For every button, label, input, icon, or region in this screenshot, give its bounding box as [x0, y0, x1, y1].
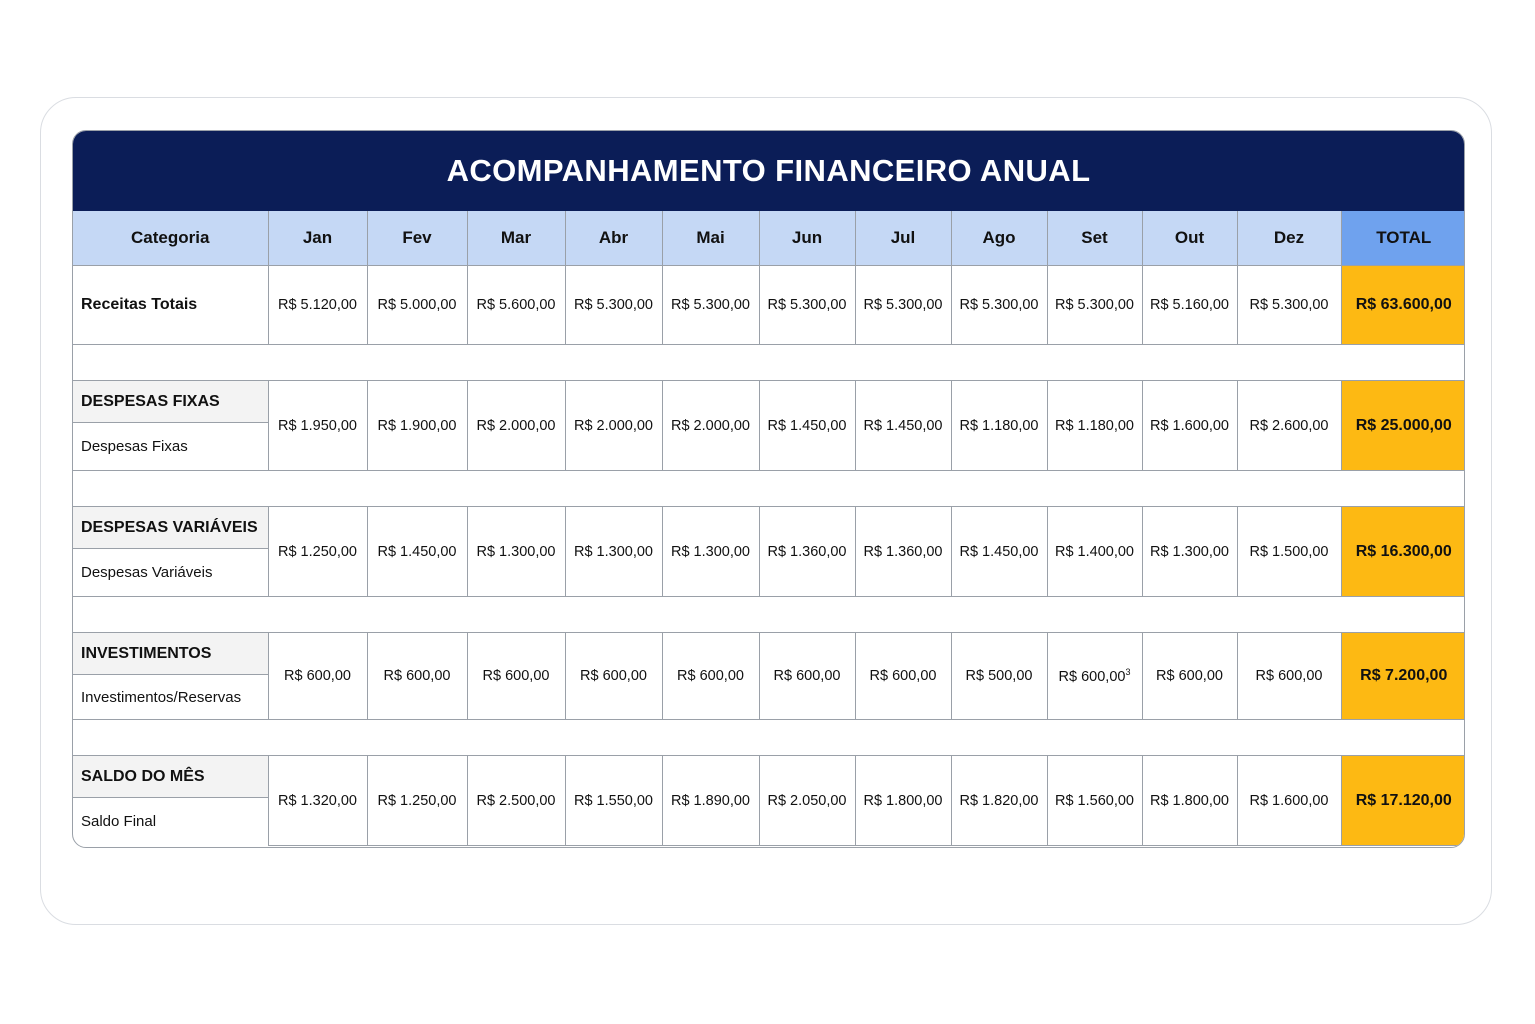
header-month: Jul: [855, 211, 951, 266]
row-investimentos-heading: [73, 633, 1465, 675]
value-cell: R$ 1.300,00: [565, 507, 662, 597]
value-cell: R$ 1.180,00: [951, 381, 1047, 471]
value-cell: R$ 5.300,00: [951, 266, 1047, 345]
saldo-heading: SALDO DO MÊS: [73, 756, 268, 798]
value-cell: R$ 1.890,00: [662, 756, 759, 846]
value-cell: R$ 1.300,00: [467, 507, 565, 597]
header-month: Jan: [268, 211, 367, 266]
value-cell: R$ 1.550,00: [565, 756, 662, 846]
value-cell: R$ 1.320,00: [268, 756, 367, 846]
spacer-cell: [73, 345, 1465, 381]
saldo-label: Saldo Final: [73, 798, 268, 846]
value-cell: R$ 1.900,00: [367, 381, 467, 471]
value-cell-footnoted: [1047, 633, 1142, 720]
saldo-total: R$ 17.120,00: [1341, 756, 1465, 846]
value-cell: R$ 1.600,00: [1237, 756, 1341, 846]
value-text: R$ 600,00: [1058, 668, 1126, 685]
value-cell: R$ 2.000,00: [662, 381, 759, 471]
value-cell: R$ 600,00: [855, 633, 951, 720]
value-cell: R$ 2.600,00: [1237, 381, 1341, 471]
spacer-row: [73, 345, 1465, 381]
value-cell: R$ 5.300,00: [759, 266, 855, 345]
value-cell: R$ 5.300,00: [1237, 266, 1341, 345]
value-cell: R$ 1.600,00: [1142, 381, 1237, 471]
variaveis-heading: DESPESAS VARIÁVEIS: [73, 507, 268, 549]
value-cell: R$ 5.300,00: [855, 266, 951, 345]
value-cell: R$ 5.300,00: [662, 266, 759, 345]
value-cell: R$ 600,00: [662, 633, 759, 720]
spacer-cell: [73, 597, 1465, 633]
spacer-row: [73, 597, 1465, 633]
value-cell: R$ 5.300,00: [1047, 266, 1142, 345]
value-cell: R$ 1.250,00: [268, 507, 367, 597]
value-cell: R$ 5.000,00: [367, 266, 467, 345]
value-cell: R$ 600,00: [467, 633, 565, 720]
header-category: Categoria: [73, 211, 268, 266]
investimentos-total: R$ 7.200,00: [1341, 633, 1465, 720]
row-variaveis-heading: [73, 507, 1465, 549]
value-cell: R$ 600,00: [759, 633, 855, 720]
variaveis-total: R$ 16.300,00: [1341, 507, 1465, 597]
value-cell: R$ 1.450,00: [855, 381, 951, 471]
spacer-cell: [73, 720, 1465, 756]
fixas-total: R$ 25.000,00: [1341, 381, 1465, 471]
value-cell: R$ 600,00: [367, 633, 467, 720]
value-cell: R$ 1.950,00: [268, 381, 367, 471]
value-cell: R$ 1.360,00: [855, 507, 951, 597]
value-cell: R$ 600,00: [268, 633, 367, 720]
row-receitas: [73, 266, 1465, 345]
fixas-label: Despesas Fixas: [73, 423, 268, 471]
header-month: Jun: [759, 211, 855, 266]
spacer-row: [73, 471, 1465, 507]
value-cell: R$ 1.560,00: [1047, 756, 1142, 846]
sheet-title: ACOMPANHAMENTO FINANCEIRO ANUAL: [73, 131, 1464, 211]
value-cell: R$ 1.300,00: [662, 507, 759, 597]
value-cell: R$ 1.300,00: [1142, 507, 1237, 597]
value-cell: R$ 1.250,00: [367, 756, 467, 846]
header-month: Abr: [565, 211, 662, 266]
investimentos-heading: INVESTIMENTOS: [73, 633, 268, 675]
value-cell: R$ 1.450,00: [951, 507, 1047, 597]
value-cell: R$ 2.050,00: [759, 756, 855, 846]
value-cell: R$ 600,00: [565, 633, 662, 720]
value-cell: R$ 5.300,00: [565, 266, 662, 345]
row-saldo-heading: [73, 756, 1465, 798]
header-month: Fev: [367, 211, 467, 266]
footnote-mark: 3: [1125, 667, 1131, 678]
value-cell: R$ 5.160,00: [1142, 266, 1237, 345]
value-cell: R$ 1.180,00: [1047, 381, 1142, 471]
spacer-cell: [73, 471, 1465, 507]
value-cell: R$ 600,00: [1142, 633, 1237, 720]
receitas-label: Receitas Totais: [73, 266, 268, 345]
value-cell: R$ 1.800,00: [1142, 756, 1237, 846]
financial-sheet: [72, 130, 1465, 848]
fixas-heading: DESPESAS FIXAS: [73, 381, 268, 423]
receitas-total: R$ 63.600,00: [1341, 266, 1465, 345]
value-cell: R$ 2.000,00: [467, 381, 565, 471]
spacer-row: [73, 720, 1465, 756]
value-cell: R$ 5.120,00: [268, 266, 367, 345]
header-month: Mai: [662, 211, 759, 266]
value-cell: R$ 1.360,00: [759, 507, 855, 597]
header-row: [73, 211, 1465, 266]
header-month: Dez: [1237, 211, 1341, 266]
header-month: Out: [1142, 211, 1237, 266]
header-month: Mar: [467, 211, 565, 266]
variaveis-label: Despesas Variáveis: [73, 549, 268, 597]
value-cell: R$ 2.500,00: [467, 756, 565, 846]
value-cell: R$ 2.000,00: [565, 381, 662, 471]
value-cell: R$ 1.400,00: [1047, 507, 1142, 597]
value-cell: R$ 500,00: [951, 633, 1047, 720]
value-cell: R$ 600,00: [1237, 633, 1341, 720]
header-month: Ago: [951, 211, 1047, 266]
investimentos-label: Investimentos/Reservas: [73, 675, 268, 720]
value-cell: R$ 1.450,00: [367, 507, 467, 597]
header-total: TOTAL: [1341, 211, 1465, 266]
value-cell: R$ 5.600,00: [467, 266, 565, 345]
financial-table: [73, 211, 1465, 846]
value-cell: R$ 1.500,00: [1237, 507, 1341, 597]
row-fixas-heading: [73, 381, 1465, 423]
value-cell: R$ 1.820,00: [951, 756, 1047, 846]
value-cell: R$ 1.450,00: [759, 381, 855, 471]
value-cell: R$ 1.800,00: [855, 756, 951, 846]
header-month: Set: [1047, 211, 1142, 266]
